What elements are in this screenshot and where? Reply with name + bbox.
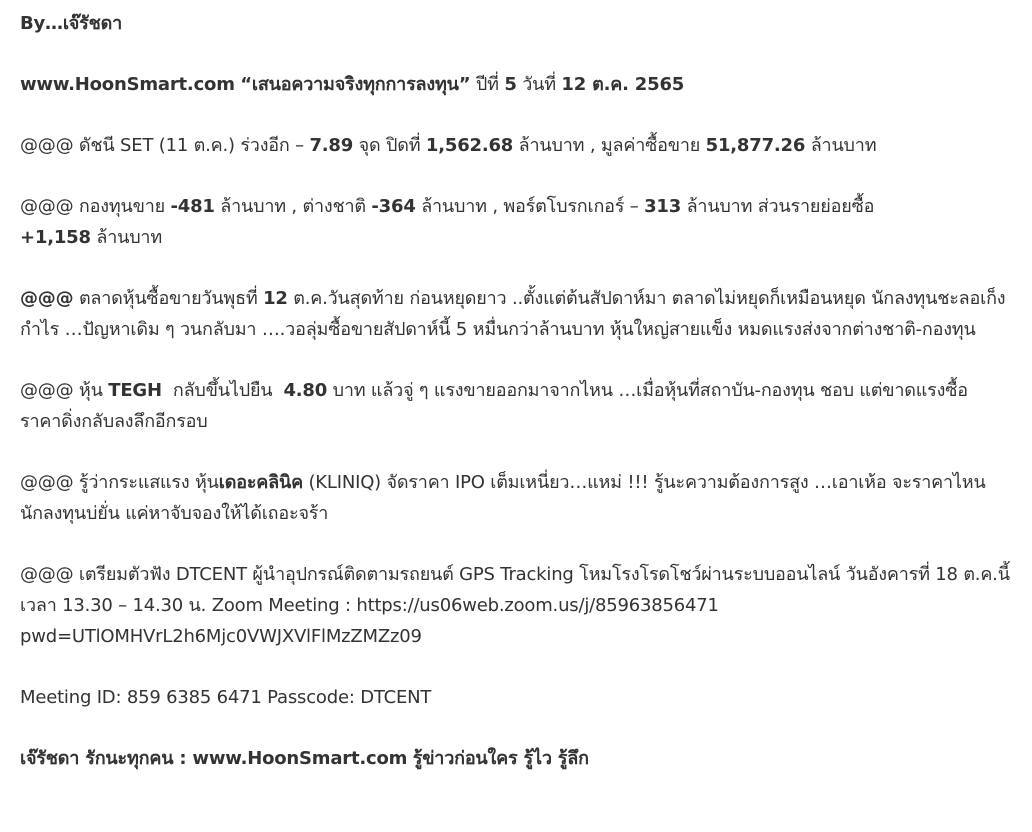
- funds-value: -481: [170, 196, 215, 217]
- text: บาท แล้วจู่ ๆ แรงขายออกมาจากไหน …เมื่อหุ้นที่สถาบัน-กองทุน ชอบ แต่ขาดแรงซื้อ ราคาดิ่งกลับลงลึกอีกรอบ: [20, 380, 968, 432]
- index-drop: 7.89: [309, 135, 354, 156]
- footer-line: [20, 743, 1012, 774]
- price-value: 4.80: [283, 380, 328, 401]
- text: (KLINIQ) จัดราคา IPO เต็มเหนี่ยว…แหม่ !!! รู้นะความต้องการสูง …เอาเห้อ จะราคาไหน นักลงทุนบ่ยั่น แค่หาจับจองให้ได้เถอะจร้า: [20, 472, 986, 524]
- paragraph-dtcent: [20, 559, 1012, 652]
- byline: [20, 8, 1012, 39]
- index-close: 1,562.68: [425, 135, 514, 156]
- paragraph-kliniq: [20, 467, 1012, 529]
- text: ล้านบาท ส่วนรายย่อยซื้อ: [686, 196, 875, 217]
- paragraph-market-outlook: [20, 283, 1012, 345]
- text: จุด ปิดที่: [358, 135, 421, 156]
- company-name: เดอะคลินิค: [218, 472, 303, 493]
- text: ล้านบาท , มูลค่าซื้อขาย: [518, 135, 701, 156]
- text: ต.ค.วันสุดท้าย ก่อนหยุดยาว ..ตั้งแต่ต้นสัปดาห์มา ตลาดไม่หยุดก็เหมือนหยุด นักลงทุนชะลอเก็งกำไร …ปัญหาเดิม ๆ วนกลับมา ….วอลุ่มซื้อขายสัปดาห์นี้ 5 หมื่นกว่าล้านบาท หุ้นใหญ่สายแข็ง หมดแรงส่งจากต่างชาติ-กองทุน: [20, 288, 1006, 340]
- byline-text: By…เจ๊รัชดา: [20, 13, 123, 34]
- turnover-value: 51,877.26: [705, 135, 806, 156]
- text: ตลาดหุ้นซื้อขายวันพุธที่: [78, 288, 258, 309]
- text: ล้านบาท: [810, 135, 877, 156]
- broker-value: 313: [644, 196, 682, 217]
- footer-slogan: รู้ข่าวก่อนใคร รู้ไว รู้ลึก: [412, 748, 589, 769]
- foreign-value: -364: [371, 196, 416, 217]
- paragraph-fund-flows: [20, 191, 1012, 253]
- text: @@@ รู้ว่ากระแสแรง หุ้น: [20, 472, 219, 493]
- text: @@@ เตรียมตัวฟัง DTCENT ผู้นำอุปกรณ์ติดตามรถยนต์ GPS Tracking โหมโรงโรดโชว์ผ่านระบบออนไลน์ วันอังคารที่ 18 ต.ค.นี้ เวลา 13.30 – 14.30 น. Zoom Meeting : https://us06web.zoom.us/j/85963856471 pwd=UTlOMHVrL2h6Mjc0VWJXVlFlMzZMZz09: [20, 564, 1010, 647]
- footer-signature: เจ๊รัชดา รักนะทุกคน : www.HoonSmart.com: [20, 748, 408, 769]
- meeting-info: [20, 682, 1012, 713]
- text: @@@ กองทุนขาย: [20, 196, 165, 217]
- retail-value: +1,158: [20, 227, 91, 248]
- text: Meeting ID: 859 6385 6471 Passcode: DTCENT: [20, 687, 432, 708]
- day-value: 12: [263, 288, 288, 309]
- year-number: 5: [504, 74, 517, 95]
- text: @@@ หุ้น: [20, 380, 103, 401]
- date-value: 12 ต.ค. 2565: [561, 74, 685, 95]
- site-name: www.HoonSmart.com: [20, 74, 235, 95]
- text: ล้านบาท , พอร์ตโบรกเกอร์ –: [421, 196, 639, 217]
- ticker: TEGH: [108, 380, 162, 401]
- year-label: ปีที่: [475, 74, 499, 95]
- tagline: “เสนอความจริงทุกการลงทุน”: [240, 74, 471, 95]
- paragraph-tegh: [20, 375, 1012, 437]
- text: @@@ ดัชนี SET (11 ต.ค.) ร่วงอีก –: [20, 135, 304, 156]
- date-label: วันที่: [522, 74, 556, 95]
- text: กลับขึ้นไปยืน: [172, 380, 273, 401]
- header-line: [20, 69, 1012, 100]
- marker: @@@: [20, 288, 74, 309]
- text: ล้านบาท , ต่างชาติ: [220, 196, 366, 217]
- paragraph-set-index: [20, 130, 1012, 161]
- text: ล้านบาท: [96, 227, 163, 248]
